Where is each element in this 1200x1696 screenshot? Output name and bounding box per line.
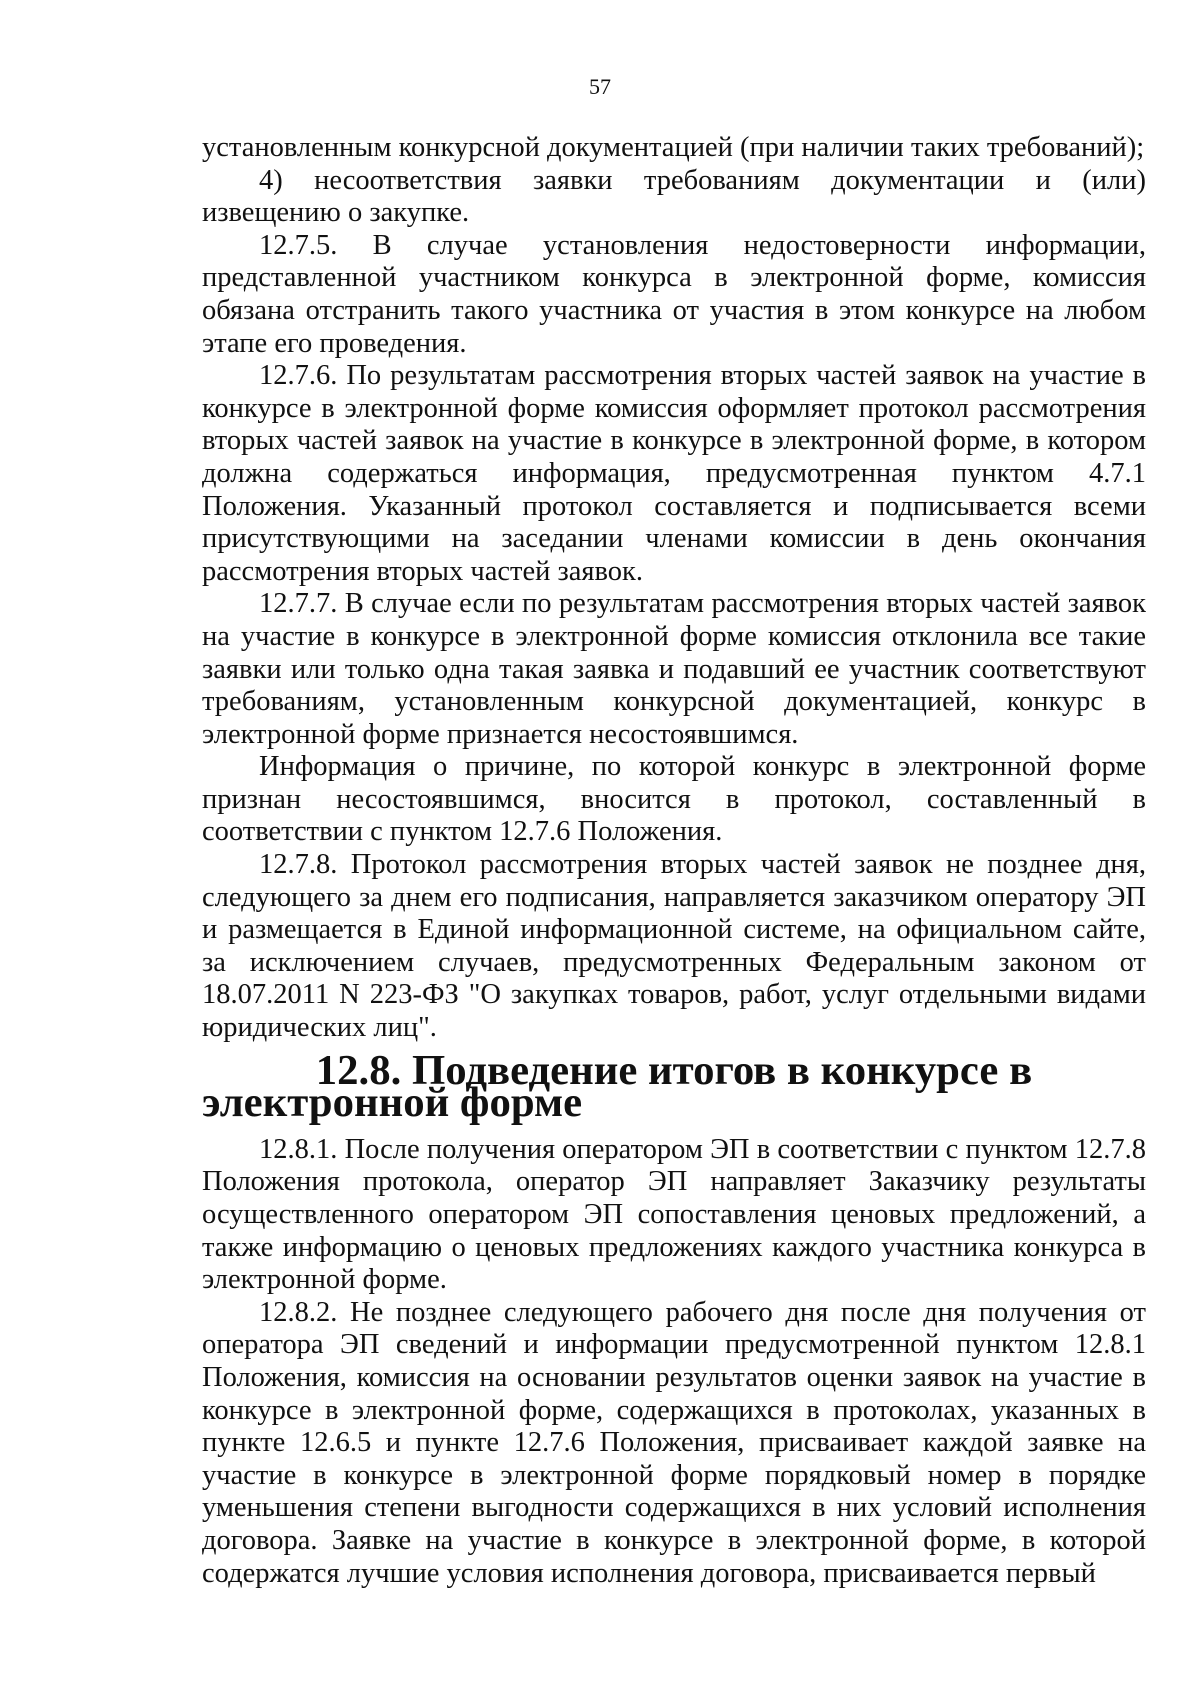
- paragraph-continuation: установленным конкурсной документацией (при наличии таких требований);: [202, 132, 1145, 163]
- paragraph-12-7-8: 12.7.8. Протокол рассмотрения вторых частей заявок не позднее дня, следующего за днем его подписания, направляется заказчиком оператору ЭП и размещается в Единой информационной системе, на официальном сайте, за исключением случаев, предусмотренных Федеральным законом от 18.07.2011 N 223-ФЗ "О закупках товаров, работ, услуг отдельными видами юридических лиц".: [202, 849, 1146, 1044]
- paragraph-failure-info: Информация о причине, по которой конкурс в электронной форме признан несостоявшимся, вносится в протокол, составленный в соответствии с пунктом 12.7.6 Положения.: [202, 751, 1146, 848]
- paragraph-12-7-6: 12.7.6. По результатам рассмотрения вторых частей заявок на участие в конкурсе в электронной форме комиссия оформляет протокол рассмотрения вторых частей заявок на участие в конкурсе в электронной форме, в котором должна содержаться информация, предусмотренная пунктом 4.7.1 Положения. Указанный протокол составляется и подписывается всеми присутствующими на заседании членами комиссии в день окончания рассмотрения вторых частей заявок.: [202, 360, 1146, 587]
- paragraph-12-7-7: 12.7.7. В случае если по результатам рассмотрения вторых частей заявок на участие в конкурсе в электронной форме комиссия отклонила все такие заявки или только одна такая заявка и подавший ее участник соответствуют требованиям, установленным конкурсной документацией, конкурс в электронной форме признается несостоявшимся.: [202, 588, 1146, 750]
- paragraph-item-4: 4) несоответствия заявки требованиям документации и (или) извещению о закупке.: [202, 164, 1146, 229]
- paragraph-12-8-1: 12.8.1. После получения оператором ЭП в соответствии с пунктом 12.7.8 Положения протокола, оператор ЭП направляет Заказчику результаты осуществленного оператором ЭП сопоставления ценовых предложений, а также информацию о ценовых предложениях каждого участника конкурса в электронной форме.: [202, 1133, 1146, 1296]
- page-number: 57: [589, 74, 611, 99]
- document-body: [202, 132, 1146, 1590]
- paragraph-12-8-2: 12.8.2. Не позднее следующего рабочего дня после дня получения от оператора ЭП сведений и информации предусмотренной пунктом 12.8.1 Положения, комиссия на основании результатов оценки заявок на участие в конкурсе в электронной форме, содержащихся в протоколах, указанных в пункте 12.6.5 и пункте 12.7.6 Положения, присваивает каждой заявке на участие в конкурсе в электронной форме порядковый номер в порядке уменьшения степени выгодности содержащихся в них условий исполнения договора. Заявке на участие в конкурсе в электронной форме, в которой содержатся лучшие условия исполнения договора, присваивается первый: [202, 1296, 1146, 1589]
- paragraph-12-7-5: 12.7.5. В случае установления недостоверности информации, представленной участником конкурса в электронной форме, комиссия обязана отстранить такого участника от участия в этом конкурсе на любом этапе его проведения.: [202, 229, 1146, 359]
- section-heading-12-8: 12.8. Подведение итогов в конкурсе в электронной форме: [202, 1046, 1033, 1127]
